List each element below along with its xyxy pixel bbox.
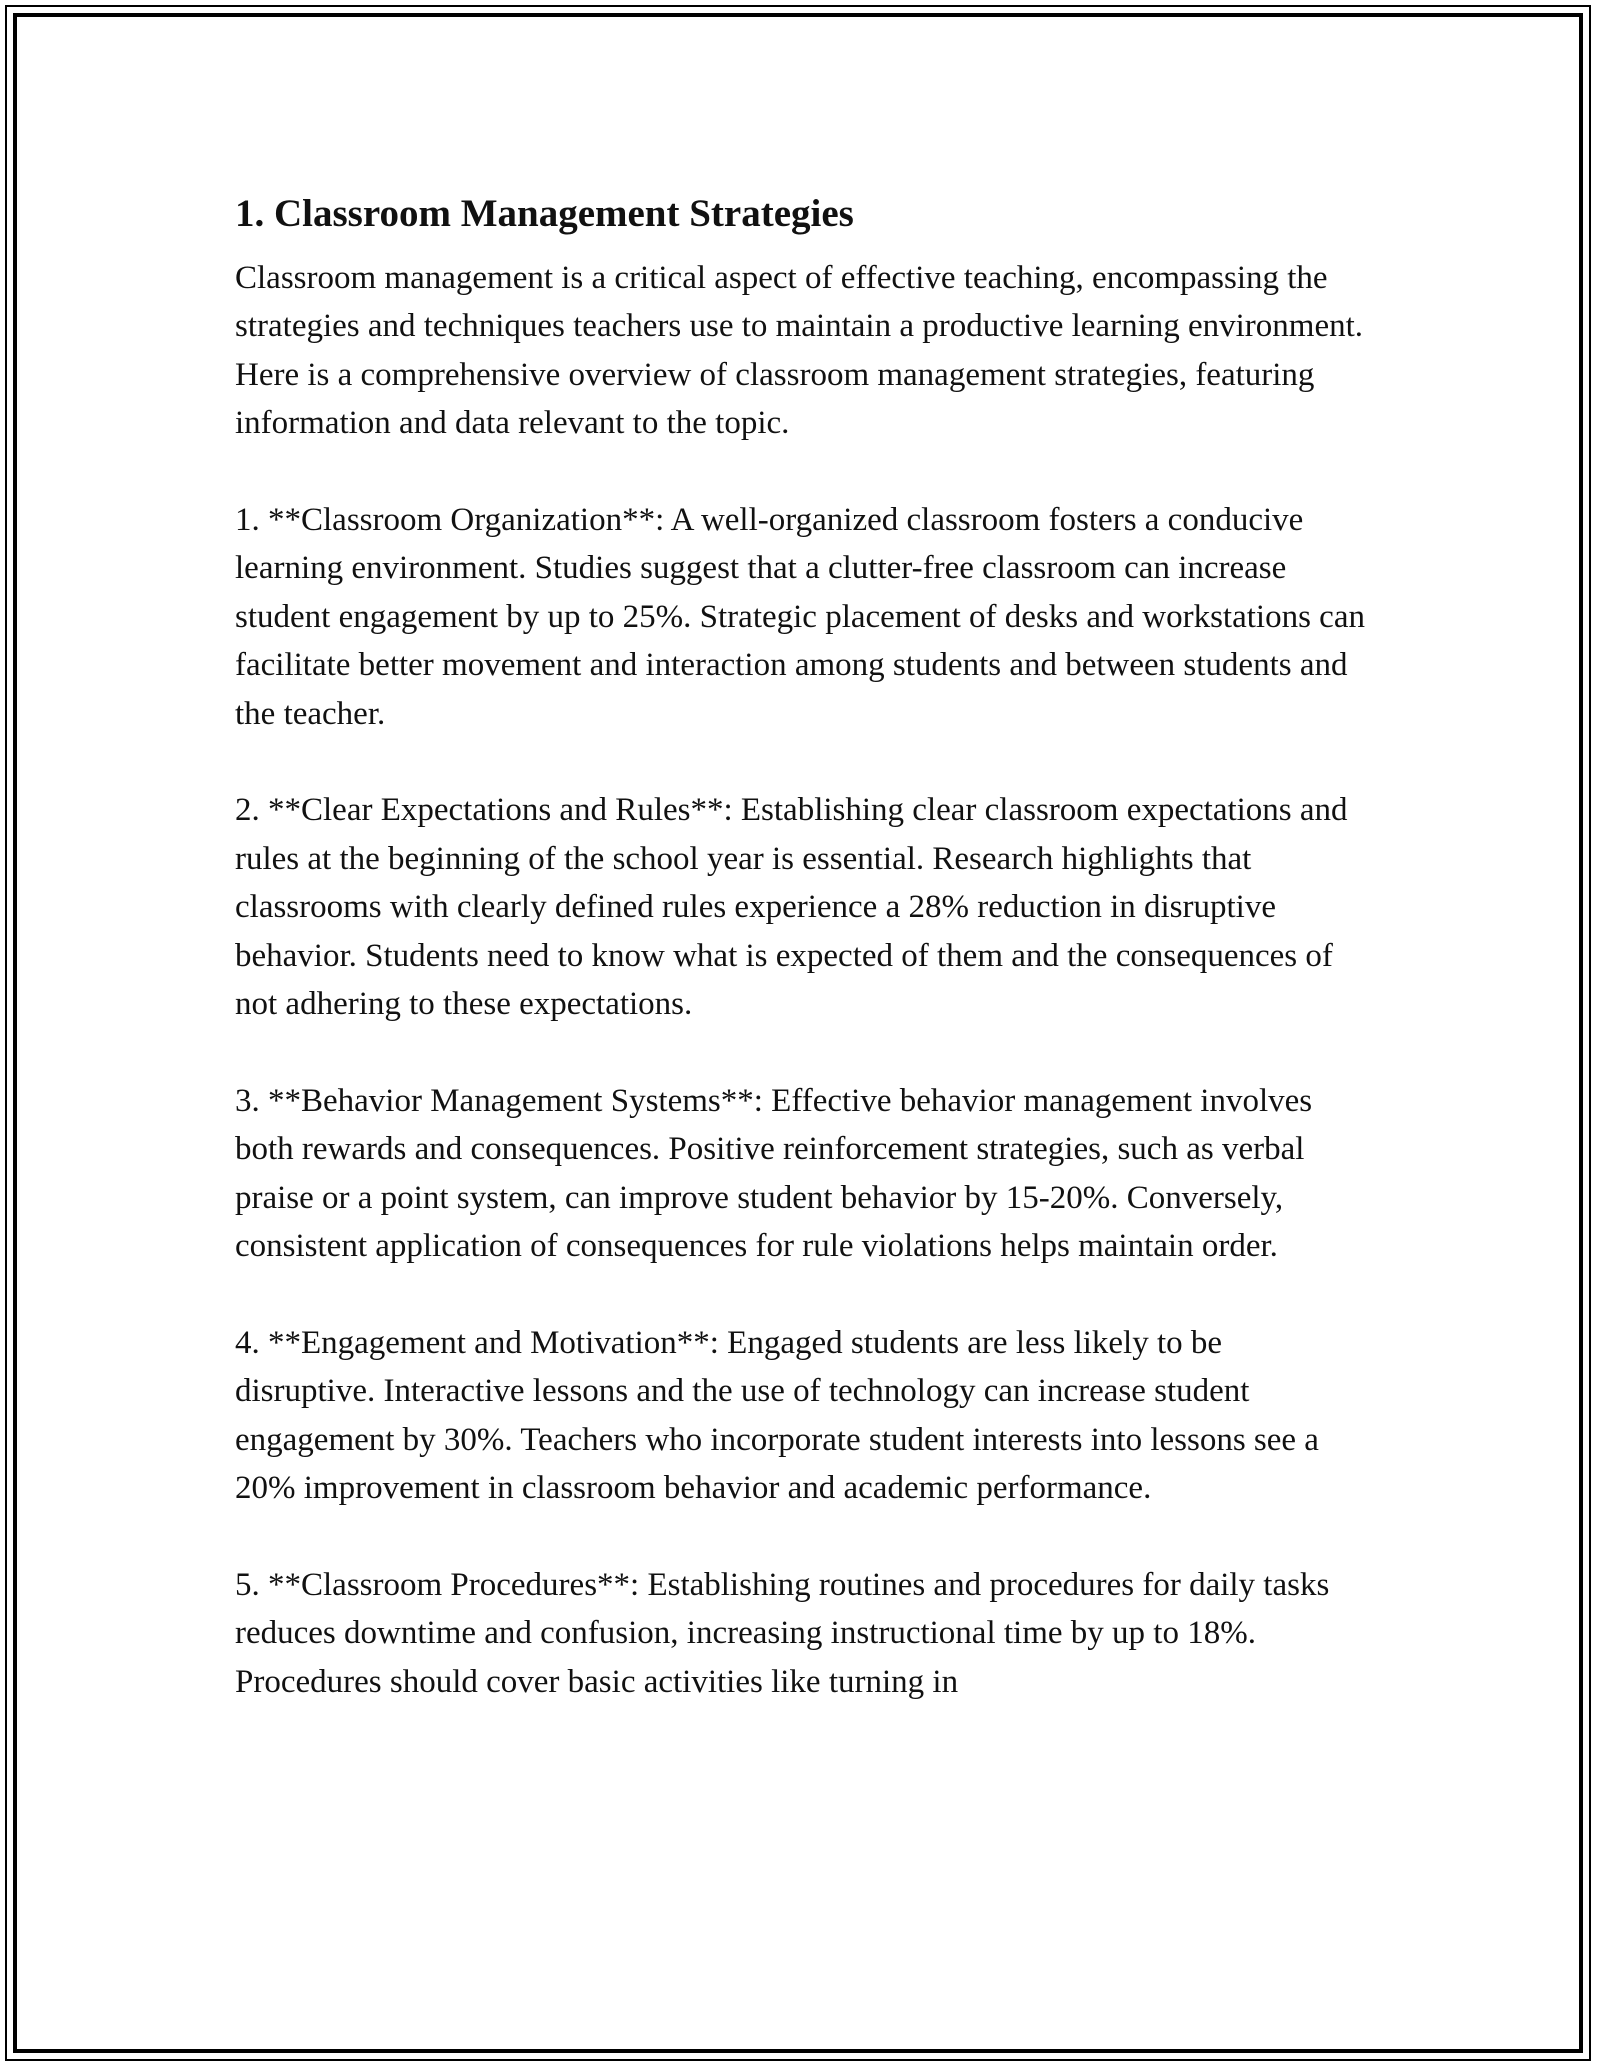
section-heading: 1. Classroom Management Strategies: [235, 192, 854, 235]
paragraph-engagement-motivation: 4. **Engagement and Motivation**: Engaged students are less likely to be disruptive. Interactive lessons and the use of technology can increase student engagement by 30%. Teachers who incorporate student interests into lessons see a 20% improvement in classroom behavior and academic performance.: [235, 1324, 1319, 1507]
paragraph-classroom-organization: 1. **Classroom Organization**: A well-organized classroom fosters a conducive learning environment. Studies suggest that a clutter-free classroom can increase student engagement by up to 25%. Strategic placement of desks and workstations can facilitate better movement and interaction among students and between students and the teacher.: [235, 502, 1365, 732]
intro-paragraph: Classroom management is a critical aspect of effective teaching, encompassing the strategies and techniques teachers use to maintain a productive learning environment. Here is a comprehensive overview of classroom management strategies, featuring information and data relevant to the topic.: [235, 260, 1364, 442]
paragraph-clear-expectations: 2. **Clear Expectations and Rules**: Establishing clear classroom expectations and rules at the beginning of the school year is essential. Research highlights that classrooms with clearly defined rules experience a 28% reduction in disruptive behavior. Students need to know what is expected of them and the consequences of not adhering to these expectations.: [235, 792, 1348, 1023]
paragraph-behavior-management: 3. **Behavior Management Systems**: Effective behavior management involves both rewards and consequences. Positive reinforcement strategies, such as verbal praise or a point system, can improve student behavior by 15-20%. Conversely, consistent application of consequences for rule violations helps maintain order.: [235, 1082, 1313, 1265]
paragraph-classroom-procedures: 5. **Classroom Procedures**: Establishing routines and procedures for daily tasks reduces downtime and confusion, increasing instructional time by up to 18%. Procedures should cover basic activities like turning in: [235, 1566, 1330, 1700]
document-body: [235, 186, 1365, 1706]
